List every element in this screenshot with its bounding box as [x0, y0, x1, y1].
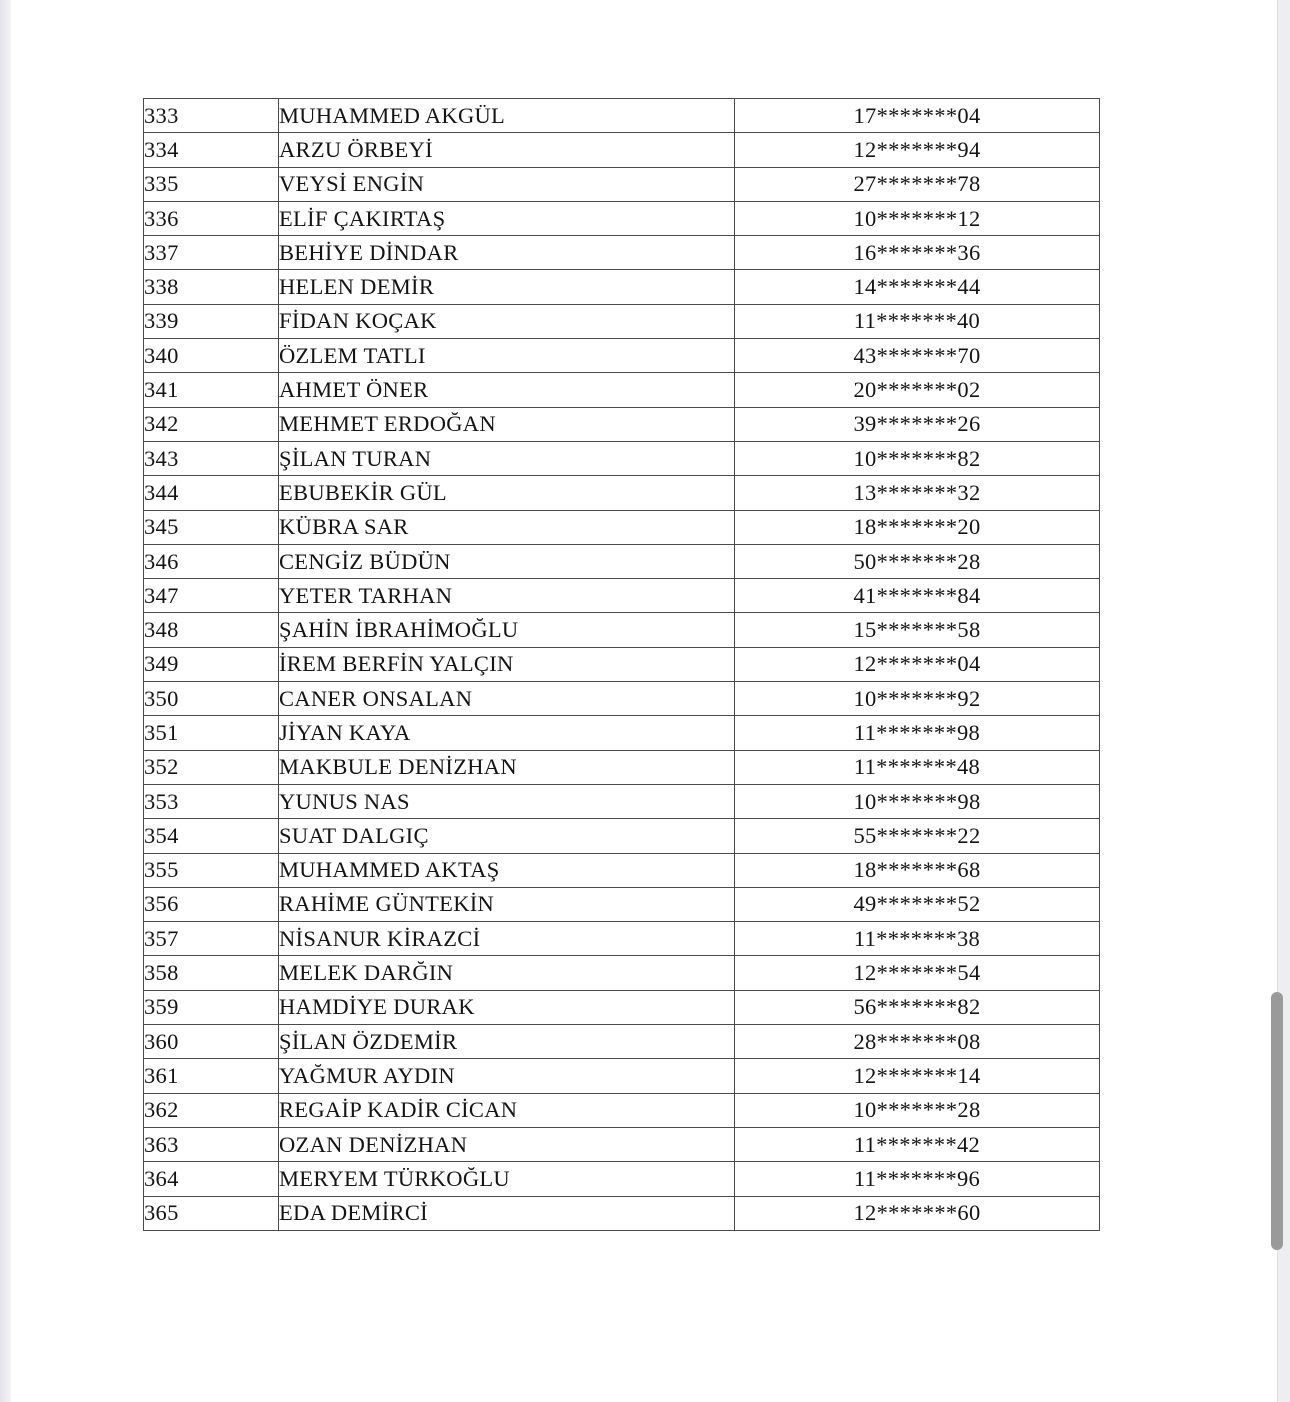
name-cell: HELEN DEMİR [279, 270, 735, 304]
name-cell: ŞİLAN TURAN [279, 441, 735, 475]
row-number-cell: 352 [144, 750, 279, 784]
masked-id-cell: 12*******60 [735, 1196, 1100, 1230]
table-row [144, 990, 1100, 1024]
table-row [144, 922, 1100, 956]
table-row [144, 1196, 1100, 1230]
row-number-cell: 351 [144, 716, 279, 750]
name-cell: KÜBRA SAR [279, 510, 735, 544]
table-row [144, 784, 1100, 818]
row-number-cell: 343 [144, 441, 279, 475]
table-row [144, 99, 1100, 133]
name-cell: ŞİLAN ÖZDEMİR [279, 1025, 735, 1059]
name-cell: ŞAHİN İBRAHİMOĞLU [279, 613, 735, 647]
name-cell: İREM BERFİN YALÇIN [279, 647, 735, 681]
table-row [144, 1093, 1100, 1127]
masked-id-cell: 14*******44 [735, 270, 1100, 304]
masked-id-cell: 41*******84 [735, 579, 1100, 613]
masked-id-cell: 50*******28 [735, 544, 1100, 578]
name-cell: JİYAN KAYA [279, 716, 735, 750]
table-row [144, 407, 1100, 441]
row-number-cell: 364 [144, 1162, 279, 1196]
masked-id-cell: 11*******98 [735, 716, 1100, 750]
masked-id-cell: 16*******36 [735, 236, 1100, 270]
name-cell: VEYSİ ENGİN [279, 167, 735, 201]
name-cell: AHMET ÖNER [279, 373, 735, 407]
masked-id-cell: 10*******12 [735, 201, 1100, 235]
vertical-scrollbar-thumb[interactable] [1271, 992, 1283, 1250]
row-number-cell: 337 [144, 236, 279, 270]
masked-id-cell: 10*******28 [735, 1093, 1100, 1127]
table-row [144, 236, 1100, 270]
table-row [144, 956, 1100, 990]
row-number-cell: 349 [144, 647, 279, 681]
name-cell: HAMDİYE DURAK [279, 990, 735, 1024]
masked-id-cell: 11*******38 [735, 922, 1100, 956]
row-number-cell: 363 [144, 1127, 279, 1161]
name-cell: BEHİYE DİNDAR [279, 236, 735, 270]
name-cell: MEHMET ERDOĞAN [279, 407, 735, 441]
masked-id-cell: 20*******02 [735, 373, 1100, 407]
masked-id-cell: 43*******70 [735, 339, 1100, 373]
table-row [144, 201, 1100, 235]
masked-id-cell: 11*******40 [735, 304, 1100, 338]
row-number-cell: 361 [144, 1059, 279, 1093]
name-cell: OZAN DENİZHAN [279, 1127, 735, 1161]
row-number-cell: 362 [144, 1093, 279, 1127]
row-number-cell: 342 [144, 407, 279, 441]
person-list-table [143, 98, 1100, 1231]
row-number-cell: 365 [144, 1196, 279, 1230]
table-row [144, 1127, 1100, 1161]
name-cell: NİSANUR KİRAZCİ [279, 922, 735, 956]
row-number-cell: 360 [144, 1025, 279, 1059]
name-cell: MAKBULE DENİZHAN [279, 750, 735, 784]
masked-id-cell: 17*******04 [735, 99, 1100, 133]
masked-id-cell: 10*******82 [735, 441, 1100, 475]
table-row [144, 853, 1100, 887]
masked-id-cell: 49*******52 [735, 887, 1100, 921]
table-row [144, 476, 1100, 510]
row-number-cell: 338 [144, 270, 279, 304]
masked-id-cell: 12*******14 [735, 1059, 1100, 1093]
masked-id-cell: 55*******22 [735, 819, 1100, 853]
masked-id-cell: 28*******08 [735, 1025, 1100, 1059]
row-number-cell: 344 [144, 476, 279, 510]
row-number-cell: 334 [144, 133, 279, 167]
row-number-cell: 347 [144, 579, 279, 613]
table-row [144, 510, 1100, 544]
name-cell: MUHAMMED AKTAŞ [279, 853, 735, 887]
row-number-cell: 339 [144, 304, 279, 338]
masked-id-cell: 11*******42 [735, 1127, 1100, 1161]
table-row [144, 1162, 1100, 1196]
table-row [144, 647, 1100, 681]
table-row [144, 819, 1100, 853]
name-cell: YAĞMUR AYDIN [279, 1059, 735, 1093]
table-row [144, 579, 1100, 613]
table-row [144, 750, 1100, 784]
row-number-cell: 345 [144, 510, 279, 544]
name-cell: ELİF ÇAKIRTAŞ [279, 201, 735, 235]
row-number-cell: 350 [144, 682, 279, 716]
name-cell: CANER ONSALAN [279, 682, 735, 716]
name-cell: YETER TARHAN [279, 579, 735, 613]
table-row [144, 544, 1100, 578]
name-cell: ARZU ÖRBEYİ [279, 133, 735, 167]
table-body [144, 99, 1100, 1231]
masked-id-cell: 39*******26 [735, 407, 1100, 441]
table-row [144, 167, 1100, 201]
table-row [144, 441, 1100, 475]
name-cell: MELEK DARĞIN [279, 956, 735, 990]
masked-id-cell: 10*******98 [735, 784, 1100, 818]
masked-id-cell: 12*******94 [735, 133, 1100, 167]
row-number-cell: 333 [144, 99, 279, 133]
name-cell: FİDAN KOÇAK [279, 304, 735, 338]
masked-id-cell: 15*******58 [735, 613, 1100, 647]
masked-id-cell: 11*******48 [735, 750, 1100, 784]
name-cell: EBUBEKİR GÜL [279, 476, 735, 510]
table-row [144, 613, 1100, 647]
name-cell: SUAT DALGIÇ [279, 819, 735, 853]
name-cell: MERYEM TÜRKOĞLU [279, 1162, 735, 1196]
table-row [144, 373, 1100, 407]
table-row [144, 1025, 1100, 1059]
row-number-cell: 346 [144, 544, 279, 578]
masked-id-cell: 18*******68 [735, 853, 1100, 887]
masked-id-cell: 27*******78 [735, 167, 1100, 201]
row-number-cell: 348 [144, 613, 279, 647]
table-row [144, 133, 1100, 167]
name-cell: MUHAMMED AKGÜL [279, 99, 735, 133]
row-number-cell: 359 [144, 990, 279, 1024]
table-row [144, 682, 1100, 716]
name-cell: RAHİME GÜNTEKİN [279, 887, 735, 921]
row-number-cell: 355 [144, 853, 279, 887]
masked-id-cell: 11*******96 [735, 1162, 1100, 1196]
table-row [144, 270, 1100, 304]
row-number-cell: 336 [144, 201, 279, 235]
table-row [144, 1059, 1100, 1093]
name-cell: EDA DEMİRCİ [279, 1196, 735, 1230]
masked-id-cell: 12*******04 [735, 647, 1100, 681]
masked-id-cell: 56*******82 [735, 990, 1100, 1024]
row-number-cell: 354 [144, 819, 279, 853]
table-row [144, 339, 1100, 373]
masked-id-cell: 10*******92 [735, 682, 1100, 716]
name-cell: ÖZLEM TATLI [279, 339, 735, 373]
row-number-cell: 357 [144, 922, 279, 956]
masked-id-cell: 12*******54 [735, 956, 1100, 990]
row-number-cell: 335 [144, 167, 279, 201]
row-number-cell: 356 [144, 887, 279, 921]
name-cell: REGAİP KADİR CİCAN [279, 1093, 735, 1127]
row-number-cell: 341 [144, 373, 279, 407]
row-number-cell: 358 [144, 956, 279, 990]
masked-id-cell: 18*******20 [735, 510, 1100, 544]
left-scroll-gutter [0, 0, 11, 1402]
row-number-cell: 353 [144, 784, 279, 818]
table-row [144, 716, 1100, 750]
table-row [144, 304, 1100, 338]
table-row [144, 887, 1100, 921]
masked-id-cell: 13*******32 [735, 476, 1100, 510]
name-cell: YUNUS NAS [279, 784, 735, 818]
name-cell: CENGİZ BÜDÜN [279, 544, 735, 578]
row-number-cell: 340 [144, 339, 279, 373]
